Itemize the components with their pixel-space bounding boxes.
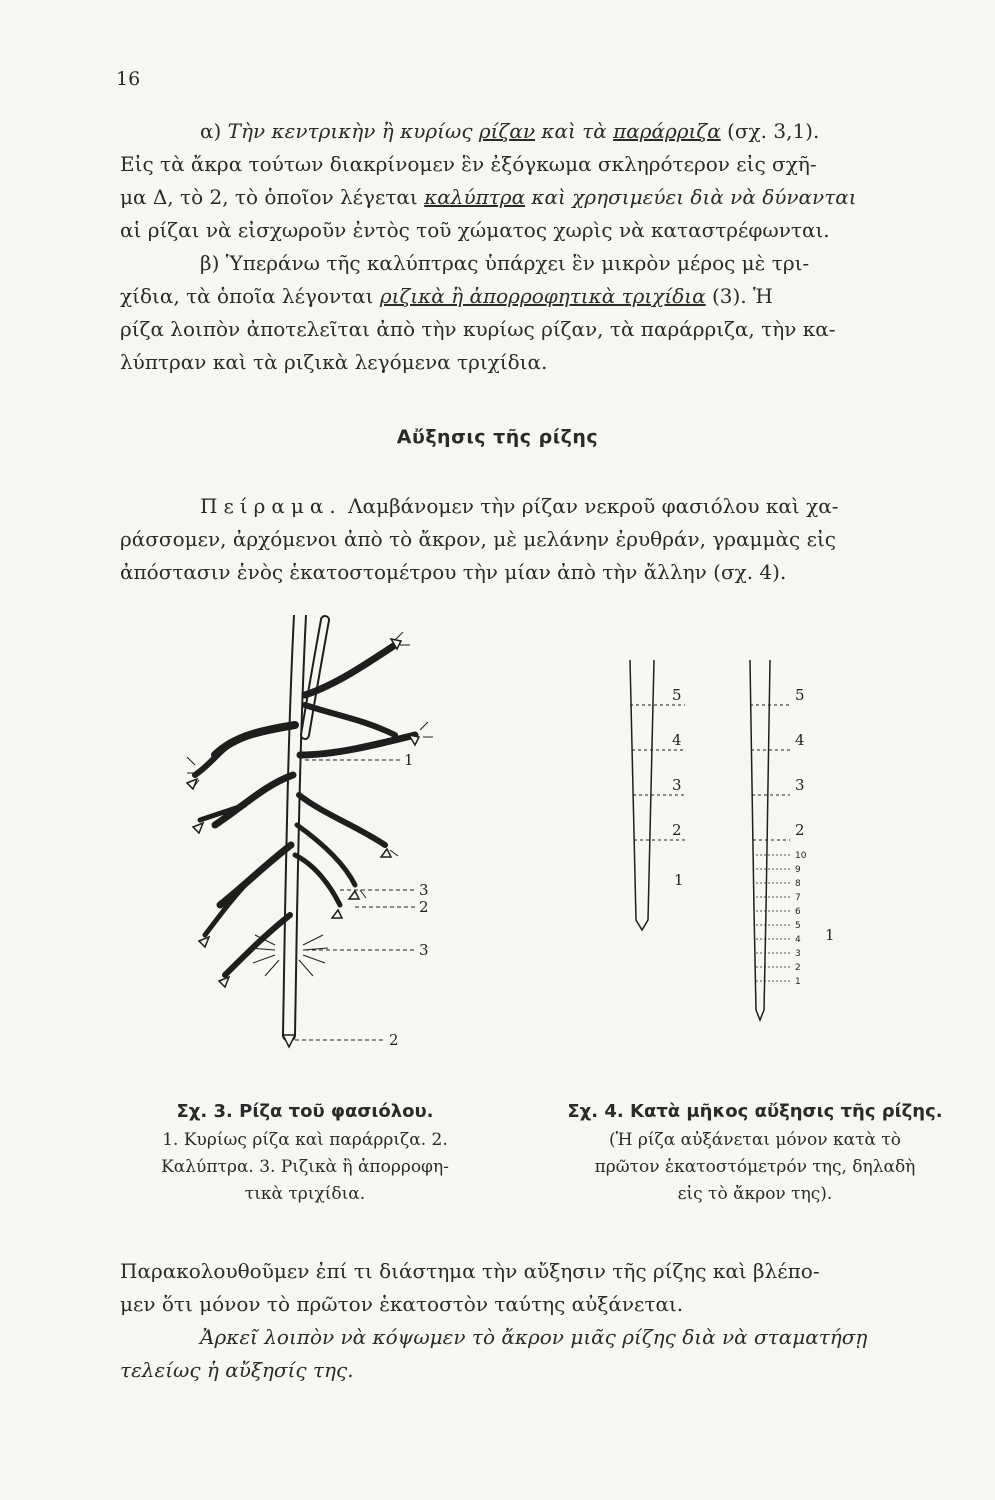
fig4-left-mark-2: 2: [672, 821, 682, 839]
para-a-line-4: αἱ ρίζαι νὰ εἰσχωροῦν ἐντὸς τοῦ χώματος χωρὶς νὰ καταστρέφωνται.: [120, 218, 830, 242]
figure-3-caption-line-3: τικὰ τριχίδια.: [244, 1184, 366, 1204]
closing-line-3: Ἀρκεῖ λοιπὸν νὰ κόψωμεν τὸ ἄκρον μιᾶς ρίζης διὰ νὰ σταματήσῃ: [200, 1325, 868, 1349]
figure-4-caption-line-2: πρῶτον ἑκατοστόμετρόν της, δηλαδὴ: [594, 1157, 916, 1177]
para-a-line-7: ρίζα λοιπὸν ἀποτελεῖται ἀπὸ τὴν κυρίως ρίζαν, τὰ παράρριζα, τὴν κα-: [120, 317, 836, 341]
fig4-fine-mark-label: 2: [795, 963, 801, 973]
experiment-line-2: ράσσομεν, ἀρχόμενοι ἀπὸ τὸ ἄκρον, μὲ μελάνην ἐρυθράν, γραμμὰς εἰς: [120, 527, 837, 551]
para-a-l6-suffix: (3). Ἡ: [705, 284, 773, 308]
figure-4-caption-title: Σχ. 4. Κατὰ μῆκος αὔξησις τῆς ρίζης.: [567, 1101, 943, 1122]
fig3-label-2b: 2: [389, 1031, 399, 1049]
fig4-fine-mark-label: 10: [795, 851, 807, 861]
figure-4-caption-line-1: (Ἡ ρίζα αὐξάνεται μόνον κατὰ τὸ: [608, 1130, 902, 1150]
para-a-italic-2: ρίζαν: [478, 119, 535, 143]
fig4-left-mark-4: 4: [672, 731, 682, 749]
closing-line-1: Παρακολουθοῦμεν ἐπί τι διάστημα τὴν αὔξησιν τῆς ρίζης καὶ βλέπο-: [120, 1259, 820, 1283]
para-a-line-2: Εἰς τὰ ἄκρα τούτων διακρίνομεν ἓν ἐξόγκωμα σκληρότερον εἰς σχῆ-: [120, 152, 817, 176]
experiment-line-1: [120, 490, 965, 523]
fig4-right-mark-4: 4: [795, 731, 805, 749]
experiment-line-3: ἀπόστασιν ἑνὸς ἑκατοστομέτρου τὴν μίαν ἀπὸ τὴν ἄλλην (σχ. 4).: [120, 560, 787, 584]
para-a-prefix: α): [200, 119, 228, 143]
fig4-left-mark-3: 3: [672, 776, 682, 794]
page-number: 16: [116, 68, 141, 90]
fig4-fine-mark-label: 1: [795, 977, 801, 987]
fig3-label-3a: 3: [419, 881, 429, 899]
para-a-italic-1: Τὴν κεντρικὴν ἢ κυρίως: [227, 119, 479, 143]
fig4-left-mark-5: 5: [672, 686, 682, 704]
closing-line-2: μεν ὅτι μόνον τὸ πρῶτον ἑκατοστὸν ταύτης αὐξάνεται.: [120, 1292, 684, 1316]
fig3-label-2a: 2: [419, 898, 429, 916]
para-a-l3-prefix: μα Δ, τὸ 2, τὸ ὁποῖον λέγεται: [120, 185, 425, 209]
figure-3-caption-line-2: Καλύπτρα. 3. Ριζικὰ ἢ ἀπορροφη-: [161, 1157, 449, 1177]
para-a-line-5: β) Ὑπεράνω τῆς καλύπτρας ὑπάρχει ἓν μικρὸν μέρος μὲ τρι-: [200, 251, 810, 275]
para-a-italic-3: καὶ τὰ: [534, 119, 614, 143]
fig4-fine-mark-label: 4: [795, 935, 801, 945]
fig4-right-bottom-label: 1: [825, 926, 835, 944]
experiment-l1-text: Λαμβάνομεν τὴν ρίζαν νεκροῦ φασιόλου καὶ χα-: [341, 494, 839, 518]
para-a-italic-4: παράρριζα: [613, 119, 721, 143]
para-a-l6-prefix: χίδια, τὰ ὁποῖα λέγονται: [120, 284, 380, 308]
closing-line-4: τελείως ἡ αὔξησίς της.: [120, 1358, 354, 1382]
paragraph-root-parts: [120, 115, 965, 379]
figure-4-growth-illustration: [610, 660, 870, 1040]
figure-3-caption-line-1: 1. Κυρίως ρίζα καὶ παράρριζα. 2.: [162, 1130, 448, 1150]
fig4-right-mark-2: 2: [795, 821, 805, 839]
fig4-fine-mark-label: 9: [795, 865, 801, 875]
para-a-l3-suffix: καὶ χρησιμεύει διὰ νὰ δύνανται: [525, 185, 857, 209]
figure-3-caption: [120, 1098, 490, 1208]
fig4-fine-mark-label: 7: [795, 893, 801, 903]
section-heading: Αὔξησις τῆς ρίζης: [396, 426, 599, 448]
fig4-fine-mark-label: 5: [795, 921, 801, 931]
figure-4-caption: [545, 1098, 965, 1208]
paragraph-closing: [120, 1255, 965, 1387]
fig4-fine-mark-label: 8: [795, 879, 801, 889]
fig4-right-mark-3: 3: [795, 776, 805, 794]
para-a-suffix: (σχ. 3,1).: [720, 119, 820, 143]
paragraph-experiment: [120, 490, 965, 589]
para-a-line-6: [120, 280, 965, 313]
fig4-fine-mark-label: 3: [795, 949, 801, 959]
figure-4-caption-line-3: εἰς τὸ ἄκρον της).: [677, 1184, 833, 1204]
para-a-l6-italic: ριζικὰ ἢ ἀπορροφητικὰ τριχίδια: [379, 284, 706, 308]
figure-3-caption-title: Σχ. 3. Ρίζα τοῦ φασιόλου.: [176, 1101, 434, 1122]
fig4-left-mark-1: 1: [674, 871, 684, 889]
fig3-label-1: 1: [404, 751, 414, 769]
fig4-fine-mark-label: 6: [795, 907, 801, 917]
fig4-right-mark-5: 5: [795, 686, 805, 704]
para-a-l3-italic: καλύπτρα: [424, 185, 526, 209]
fig3-label-3b: 3: [419, 941, 429, 959]
para-a-line-1: [120, 115, 965, 148]
figure-3-root-illustration: [175, 615, 465, 1065]
para-a-line-8: λύπτραν καὶ τὰ ριζικὰ λεγόμενα τριχίδια.: [120, 350, 548, 374]
para-a-line-3: [120, 181, 965, 214]
experiment-label: Πείραμα.: [200, 494, 342, 518]
